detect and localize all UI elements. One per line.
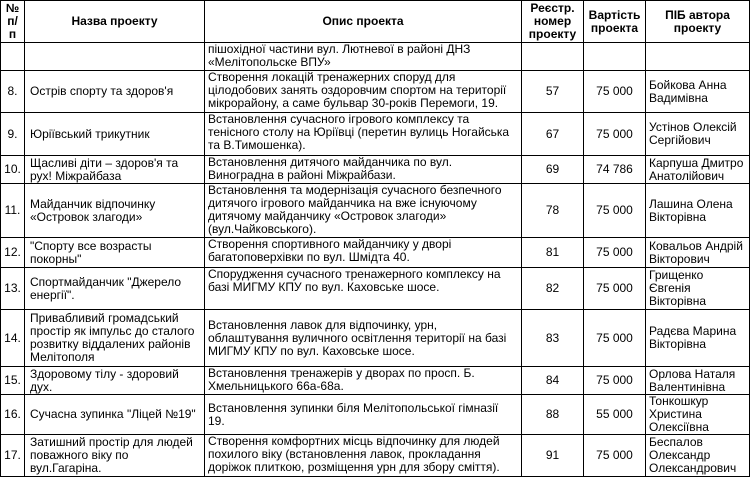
cell-reg: 67 — [522, 113, 584, 156]
table-row-continued — [1, 43, 750, 71]
cell-author: Грищенко Євгенія Вікторівна — [646, 268, 750, 310]
cell-desc: Встановлення та модернізація сучасного безпечного дитячого ігрового майданчика на вже існуючому дитячому майданчику «Островок злагоди» (вул.Чайковського). — [205, 184, 522, 238]
cell-reg: 82 — [522, 268, 584, 310]
cell-reg: 69 — [522, 156, 584, 184]
table-row — [1, 156, 750, 184]
cell-num: 11. — [1, 184, 25, 238]
cell-name: Майданчик відпочинку «Островок злагоди» — [25, 184, 205, 238]
cell-desc: Створення комфортних місць відпочинку для людей похилого віку (встановлення лавок, прокладання доріжок плиткою, розміщення урн для збору сміття). — [205, 435, 522, 477]
cell-name: Сучасна зупинка "Ліцей №19" — [25, 395, 205, 435]
cell-reg: 81 — [522, 238, 584, 268]
cell-name — [25, 43, 205, 71]
cell-reg: 91 — [522, 435, 584, 477]
header-name: Назва проекту — [25, 1, 205, 43]
table-row — [1, 113, 750, 156]
cell-reg — [522, 43, 584, 71]
table-row — [1, 310, 750, 367]
cell-name: Щасливі діти – здоров'я та рух! Міжрайбаза — [25, 156, 205, 184]
cell-num: 16. — [1, 395, 25, 435]
cell-reg: 78 — [522, 184, 584, 238]
cell-num: 8. — [1, 71, 25, 113]
cell-reg: 88 — [522, 395, 584, 435]
header-author: ПІБ автора проекту — [646, 1, 750, 43]
cell-num: 13. — [1, 268, 25, 310]
cell-desc: Встановлення лавок для відпочинку, урн, облаштування вуличного освітлення території на базі МИГМУ КПУ по вул. Каховське шосе. — [205, 310, 522, 367]
cell-num: 14. — [1, 310, 25, 367]
cell-desc: Встановлення тренажерів у дворах по просп. Б. Хмельницького 66а-68а. — [205, 367, 522, 395]
cell-name: Юріївський трикутник — [25, 113, 205, 156]
cell-cost: 75 000 — [584, 184, 646, 238]
cell-cost: 74 786 — [584, 156, 646, 184]
header-num: № п/п — [1, 1, 25, 43]
cell-desc: Спорудження сучасного тренажерного комплексу на базі МИГМУ КПУ по вул. Каховське шосе. — [205, 268, 522, 310]
cell-reg: 83 — [522, 310, 584, 367]
cell-reg: 57 — [522, 71, 584, 113]
cell-desc: пішохідної частини вул. Лютневої в районі ДНЗ «Мелітопольске ВПУ» — [205, 43, 522, 71]
cell-author: Устінов Олексій Сергійович — [646, 113, 750, 156]
cell-author: Тонкошкур Христина Олексіївна — [646, 395, 750, 435]
header-reg: Реєстр. номер проекту — [522, 1, 584, 43]
cell-cost: 75 000 — [584, 435, 646, 477]
cell-num — [1, 43, 25, 71]
cell-author: Карпуша Дмитро Анатолійович — [646, 156, 750, 184]
header-row — [1, 1, 750, 43]
cell-desc: Встановлення зупинки біля Мелітопольської гімназії 19. — [205, 395, 522, 435]
cell-cost: 75 000 — [584, 367, 646, 395]
cell-cost: 75 000 — [584, 268, 646, 310]
table-row — [1, 238, 750, 268]
header-desc: Опис проекта — [205, 1, 522, 43]
cell-name: Привабливий громадський простір як імпульс до сталого розвитку віддалених районів Мелітополя — [25, 310, 205, 367]
cell-author: Радєва Марина Вікторівна — [646, 310, 750, 367]
cell-reg: 84 — [522, 367, 584, 395]
cell-name: "Спорту все возрасты покорны" — [25, 238, 205, 268]
cell-name: Спортмайданчик "Джерело енергії". — [25, 268, 205, 310]
cell-desc: Встановлення дитячого майданчика по вул. Виноградна в районі Міжрайбази. — [205, 156, 522, 184]
cell-desc: Встановлення сучасного ігрового комплексу та тенісного столу на Юріївці (перетин вулиць Ногайська та В.Тимошенка). — [205, 113, 522, 156]
cell-cost: 55 000 — [584, 395, 646, 435]
cell-author: Ковальов Андрій Вікторович — [646, 238, 750, 268]
cell-desc: Створення спортивного майданчику у дворі багатоповерхівки по вул. Шмідта 40. — [205, 238, 522, 268]
cell-cost: 75 000 — [584, 310, 646, 367]
cell-author: Беспалов Олександр Олександрович — [646, 435, 750, 477]
cell-cost: 75 000 — [584, 71, 646, 113]
table-row — [1, 184, 750, 238]
table-row — [1, 395, 750, 435]
cell-num: 15. — [1, 367, 25, 395]
cell-name: Здоровому тілу - здоровий дух. — [25, 367, 205, 395]
cell-author: Лашина Олена Вікторівна — [646, 184, 750, 238]
cell-desc: Створення локацій тренажерних споруд для цілодобових занять оздоровчим спортом на території мікрорайону, а саме бульвар 30-років Перемоги, 19. — [205, 71, 522, 113]
cell-num: 12. — [1, 238, 25, 268]
cell-cost — [584, 43, 646, 71]
header-cost: Вартість проекта — [584, 1, 646, 43]
cell-num: 10. — [1, 156, 25, 184]
cell-cost: 75 000 — [584, 238, 646, 268]
cell-name: Острів спорту та здоров'я — [25, 71, 205, 113]
table-row — [1, 268, 750, 310]
cell-author: Орлова Наталя Валентинівна — [646, 367, 750, 395]
cell-num: 17. — [1, 435, 25, 477]
table-row — [1, 435, 750, 477]
cell-num: 9. — [1, 113, 25, 156]
cell-author: Бойкова Анна Вадимівна — [646, 71, 750, 113]
cell-author — [646, 43, 750, 71]
cell-cost: 75 000 — [584, 113, 646, 156]
cell-name: Затишний простір для людей поважного віку по вул.Гагаріна. — [25, 435, 205, 477]
table-row — [1, 71, 750, 113]
table-row — [1, 367, 750, 395]
